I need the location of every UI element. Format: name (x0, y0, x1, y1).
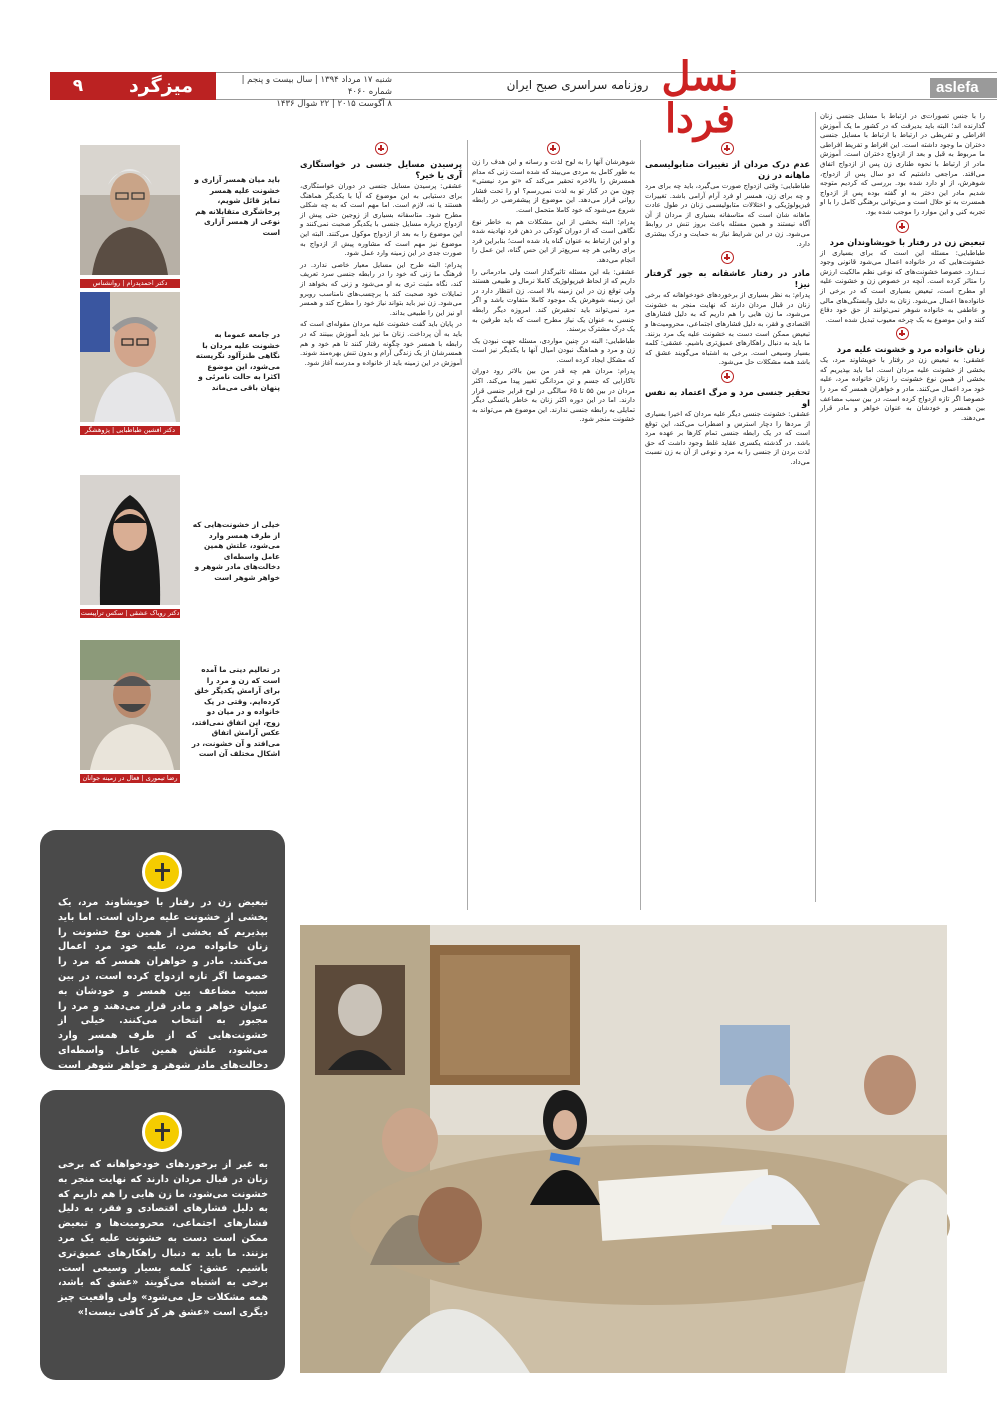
section-marker-icon (547, 142, 560, 155)
col1-heading-3: زنان خانواده مرد و خشونت علیه مرد (836, 344, 985, 355)
col4-heading-1: پرسیدن مسایل جنسی در خواستگاری آری یا خیر؟ (300, 159, 462, 180)
col4-body-3: در پایان باید گفت خشونت علیه مردان مقوله‌ای است که باید به آن پرداخت. زنان ما نیز باید آموزش ببینند که در رابطه با همسر خود چگونه رفتار کنند تا هم خود و هم همسرشان از یک زندگی آرام و بدون تنش بهره‌مند شوند. آموزش در این زمینه باید از خانواده و مدرسه آغاز شود. (300, 320, 462, 367)
portrait-photo (80, 145, 180, 275)
dateline-row-2: ۸ آگوست ۲۰۱۵ | ۲۲ شوال ۱۴۳۶ (276, 99, 392, 109)
portrait-quote: باید میان همسر آزاری و خشونت علیه همسر تمایز قائل شویم، پرخاشگری متقابلانه هم نوعی از همسر آزاری است (194, 175, 280, 237)
pull-quote-text: تبعیض زن در رفتار با خویشاوند مرد، یک بخشی از خشونت علیه مردان است. اما باید بپذیریم که بخشی از همین نوع خشونت را زنان خانواده مرد، علیه خود مرد اعمال می‌کنند. مادر و خواهران همسر که مرد را خصوصا اگر تازه ازدواج کرده است، در بین سبب مضاعف بین همسر و خودشان به عنوان خواهر و مادر قرار می‌دهند و مرد را مجبور به انتخاب می‌کنند. خیلی از خشونت‌هایی که از طرف همسر وارد می‌شود، علتش همین عامل واسطه‌ای دخالت‌های مادر شوهر و خواهر شوهر است که ابتدا تو دلش هستند و بعد رو آن به چشم (58, 897, 268, 1086)
portrait-2 (80, 292, 180, 443)
portrait-caption: دکتر رویاک عشقی | سکس تراپیست (80, 609, 180, 617)
col2-body-1: طباطبایی: وقتی ازدواج صورت می‌گیرد، باید چه برای مرد و چه برای زن، همسر او فرد آرام آرامی باشد. تغییرات فیزیولوژیکی و اختلالات متابولیسمی زنان در طول عادت ماهانه شان است که متاسفانه بسیاری از مردان از آن آگاه نیستند و همین مسئله باعث بروز تنش در روابط می‌شود. زن در این شرایط نیاز به حمایت و درک بیشتری دارد. (645, 182, 810, 248)
issue-dateline (222, 74, 392, 110)
article-column-4 (300, 140, 462, 910)
page-number: ۹ (50, 72, 106, 100)
pull-quote-box (40, 830, 285, 1086)
portrait-4 (80, 640, 180, 783)
col3-body-4: طباطبایی: البته در چنین مواردی، مسئله جهت نبودن یک زن و مرد و هماهنگ نبودن امیال آنها با یکدیگر نیز است که مشکل ایجاد کرده است. (472, 336, 635, 364)
col4-body-2: پدرام: البته طرح این مسایل معیار خاصی ندارد. در فرهنگ ما زنی که خود را در رابطه جنسی سرد تعریف کند، نگاه مثبت تری به او می‌شود و زنی که بخواهد از تمایلات خود صحبت کند با برچسب‌های نامناسب روبرو می‌شود. زن نیز باید بتواند نیاز خود را مطرح کند و همسر او نیز این را طبیعی بداند. (300, 260, 462, 317)
section-marker-icon (721, 251, 734, 264)
col3-body-2: پدرام: البته بخشی از این مشکلات هم به خاطر نوع نگاهی است که از دوران کودکی در ذهن فرد نهادینه شده و او این ارتباط به عنوان گناه یاد شده است؛ بنابراین فرد برای رهایی هر چه سریع‌تر از این حس گناه، این عمل را انجام می‌دهد. (472, 217, 635, 264)
portrait-caption: دکتر افشین طباطبایی | پژوهشگر مسایل اجتماعی (80, 426, 180, 435)
dateline-row-1: شنبه ۱۷ مرداد ۱۳۹۴ | سال بیست و پنجم | شماره ۴۰۶۰ (241, 75, 392, 97)
col3-body-5: پدرام: مردان هم چه قدر من بین بالاتر رود دوران ناکارایی که جسم و تن مردانگی تغییر پیدا می‌کند. اکثر مردان در بین ۵۵ تا ۶۵ سالگی در لوح فرایر جنسی قرار دارند. اما در این دوره اکثر زنان به خاطر یائسگی دیگر تمایلی به رابطه جنسی ندارند. این موضوع هم می‌تواند به خشونت منجر شود. (472, 367, 635, 424)
column-divider (815, 112, 816, 902)
portrait-quote: در تعالیم دینی ما آمده است که زن و مرد را برای آرامش یکدیگر خلق کرده‌ایم. وقتی در یک خانواده و در میان دو زوج، این اتفاق نمی‌افتد، عکس آرامش اتفاق می‌افتد و آن خشونت، در اشکال مختلف آن است (191, 665, 280, 758)
portrait-1 (80, 145, 180, 288)
section-marker-icon (375, 142, 388, 155)
newspaper-tagline: روزنامه سراسری صبح ایران (506, 78, 649, 92)
col2-body-3: عشقی: خشونت جنسی دیگر علیه مردان که اخیرا بسیاری از مردها را دچار استرس و اضطراب می‌کند، این توقع است که در یک رابطه جنسی تمام کارها بر عهده مرد باشد. در گذشته یکسری عقاید غلط وجود داشت که حق لذت بردن از جنسی را به مرد و نوعی از آن به زن نسبت می‌داد. (645, 409, 810, 466)
col3-body-3: عشقی: بله این مسئله تاثیرگذار است ولی مادرمانی را داریم که از لحاظ فیزیولوژیک کاملا نرمال و طبیعی هستند ولی توقع زن در این زمینه بالا است. زن انتظار دارد در این زمینه شوهرش یک موجود کاملا متفاوت باشد و اگر مرد نمی‌تواند باید تحقیرش کند. امروزه دیگر رابطه جنسی به عنوان یک نیاز مطرح است که باید طرفین به یک درک مشترک برسند. (472, 267, 635, 334)
col2-heading-1: عدم درک مردان از تغییرات متابولیسمی ماهانه در زن (645, 159, 810, 180)
article-column-3 (472, 140, 635, 910)
article-column-2 (645, 140, 810, 910)
quote-icon (142, 1112, 182, 1152)
col2-body-2: پدرام: به نظر بسیاری از برخوردهای خودخواهانه که برخی زنان در قبال مردان دارند که نهایت منجر به خشونت می‌شود، ما زن هایی را هم داریم که به دلیل فشارهای اقتصادی و فقر، به دلیل فشارهای اجتماعی، محرومیت‌ها و تبعیض ممکن است دست به خشونت علیه یک مرد بزنند. ما باید به دنبال راهکارهای عمیق‌تری باشیم. عشقی: کلمه بسیار وسیعی است. برخی به اشتباه می‌گویند عشق که باشد همه مشکلات حل می‌شود. (645, 291, 810, 367)
col4-body-1: عشقی: پرسیدن مسایل جنسی در دوران خواستگاری، برای دستیابی به این موضوع که آیا با یکدیگر هماهنگ هستند یا نه، لازم است. اما مهم است که به چه شکلی مطرح شود. متاسفانه بسیاری از زوجین حتی پیش از ازدواج درباره مسایل جنسی با یکدیگر صحبت نمی‌کنند و این موضوع را به بعد از ازدواج موکول می‌کنند. البته این موضوع نیز مهم است که مشاوره پیش از ازدواج به صورت جدی در این زمینه وارد عمل شود. (300, 182, 462, 258)
quote-icon (142, 852, 182, 892)
roundtable-photo (300, 925, 947, 1373)
portrait-photo (80, 640, 180, 770)
col3-body-1: شوهرشان آنها را به لوح لذت و رسانه و این هدف را زن به طور کامل به مردی می‌بیند که شده است زنی که مدام همسرش را بالاخره تحقیر می‌کند که «تو مرد نیستی» چون من در کنار تو به لذت نمی‌رسم؟ او را تحت فشار روانی قرار می‌دهد. این موضوع از پیشفرضی در رابطه شروع می‌شود که خود کاملا متحمل است. (472, 158, 635, 214)
portrait-caption: رضا تیموری | فعال در زمینه جوانان (80, 774, 180, 783)
portrait-quote: در جامعه عموما به خشونت علیه مردان با نگاهی طنزآلود نگریسته می‌شود، این موضوع اکثرا به حالت نامرئی و پنهان باقی می‌ماند (195, 330, 280, 392)
section-marker-icon (896, 220, 909, 233)
col1-body-3: عشقی: به تبعیض زن در رفتار با خویشاوند مرد، یک بخشی از خشونت علیه مردان است. اما باید بپذیریم که بخشی از همین نوع خشونت را زنان خانواده مرد، علیه خود مرد اعمال می‌کنند. مادر و خواهران همسر که مرد را خصوصا اگر تازه ازدواج کرده است، در بین سبب مضاعف بین همسر و خودشان به عنوان خواهر و مادر قرار می‌دهند. (820, 356, 985, 422)
pull-quote-text: به غیر از برخوردهای خودخواهانه که برخی زنان در قبال مردان دارند که نهایت منجر به خشونت می‌شود، ما زن هایی را هم داریم که به دلیل فشارهای اقتصادی و فقر، به دلیل فشارهای اجتماعی، محرومیت‌ها و تبعیض ممکن است دست به خشونت علیه یک مرد بزنند. ما باید به دنبال راهکارهای عمیق‌تری باشیم. عشق: کلمه بسیار وسیعی است. برخی به اشتباه می‌گویند «عشق که باشد، همه مشکلات حل می‌شود» ولی واقعیت چیز دیگری است «عشق هر کز کافی نیست!» (58, 1159, 268, 1318)
section-marker-icon (721, 370, 734, 383)
col2-heading-3: تحقیر جنسی مرد و مرگ اعتماد به نفس او (645, 386, 810, 408)
col1-intro: را با جنس تصورات‌ی در ارتباط با مسایل جنسی زنان گذارنده اند؛ البته باید بدیرفت که در کشور ما یک آموزش افراطی و تفریطی در ارتباط با ارتباط با مسایل جنسی دختران ما وجود داشته است. این افراط و تفریط افراطی ما مربوط به قبل و بعد از ازدواج دختران است. آموزش مادر از ارتباط با نحوه طناری زن پس از ازدواج اتفاق می‌افتد. مراجعی داشتیم که دو سال پس از ازدواج، شوهرش، از او دارد شده بود. بررسی که کردیم متوجه شدیم مادر این دختر به او گفته بوده پس از ازدواج همسرت به تو حلال است و می‌توانی برهنگی کامل را با او تجربه کنی و این موارد را موجب شده بود. (820, 112, 985, 216)
newspaper-logo: نسل فردا (661, 53, 739, 142)
column-divider (467, 140, 468, 910)
col1-heading-2: تبعیض زن در رفتار با خویشاوندان مرد (829, 236, 985, 247)
column-divider (640, 140, 641, 910)
portrait-photo (80, 475, 180, 605)
section-marker-icon (721, 142, 734, 155)
portrait-caption: دکتر احمدپدرام | روانشناس (80, 279, 180, 288)
portrait-3 (80, 475, 180, 618)
section-marker-icon (896, 327, 909, 340)
portrait-quote: خیلی از خشونت‌هایی که از طرف همسر وارد می‌شود، علتش همین عامل واسطه‌ای دخالت‌های مادر شوهر و خواهر شوهر است (192, 520, 280, 582)
pull-quote-box (40, 1090, 285, 1380)
portrait-photo (80, 292, 180, 422)
col1-body-2: طباطبایی: مسئله این است که برای بسیاری از خشونت‌هایی که در خانواده اعمال می‌شود قانونی وجود نــدارد. خصوصا خشونت‌های که نوعی نظم مالکیت ارزش را متاثر کرده است. آنچه در خصوص زن و خشونت علیه او مطرح است، تبعیض بسیاری است که در برخی از خانواده‌ها اعمال می‌شود. زنان به دلیل وابستگی‌های مالی و عاطفی به خانواده شوهر نمی‌توانند از حق خود دفاع کنند و این موضوع به یک چرخه معیوب تبدیل شده است. (820, 248, 985, 324)
col2-heading-2: مادر در رفتار عاشقانه به جور گرفتار نیز! (645, 268, 810, 290)
article-column-1 (820, 112, 985, 902)
section-title: میزگرد (106, 72, 216, 100)
brand-tab: aslefa (930, 78, 997, 98)
